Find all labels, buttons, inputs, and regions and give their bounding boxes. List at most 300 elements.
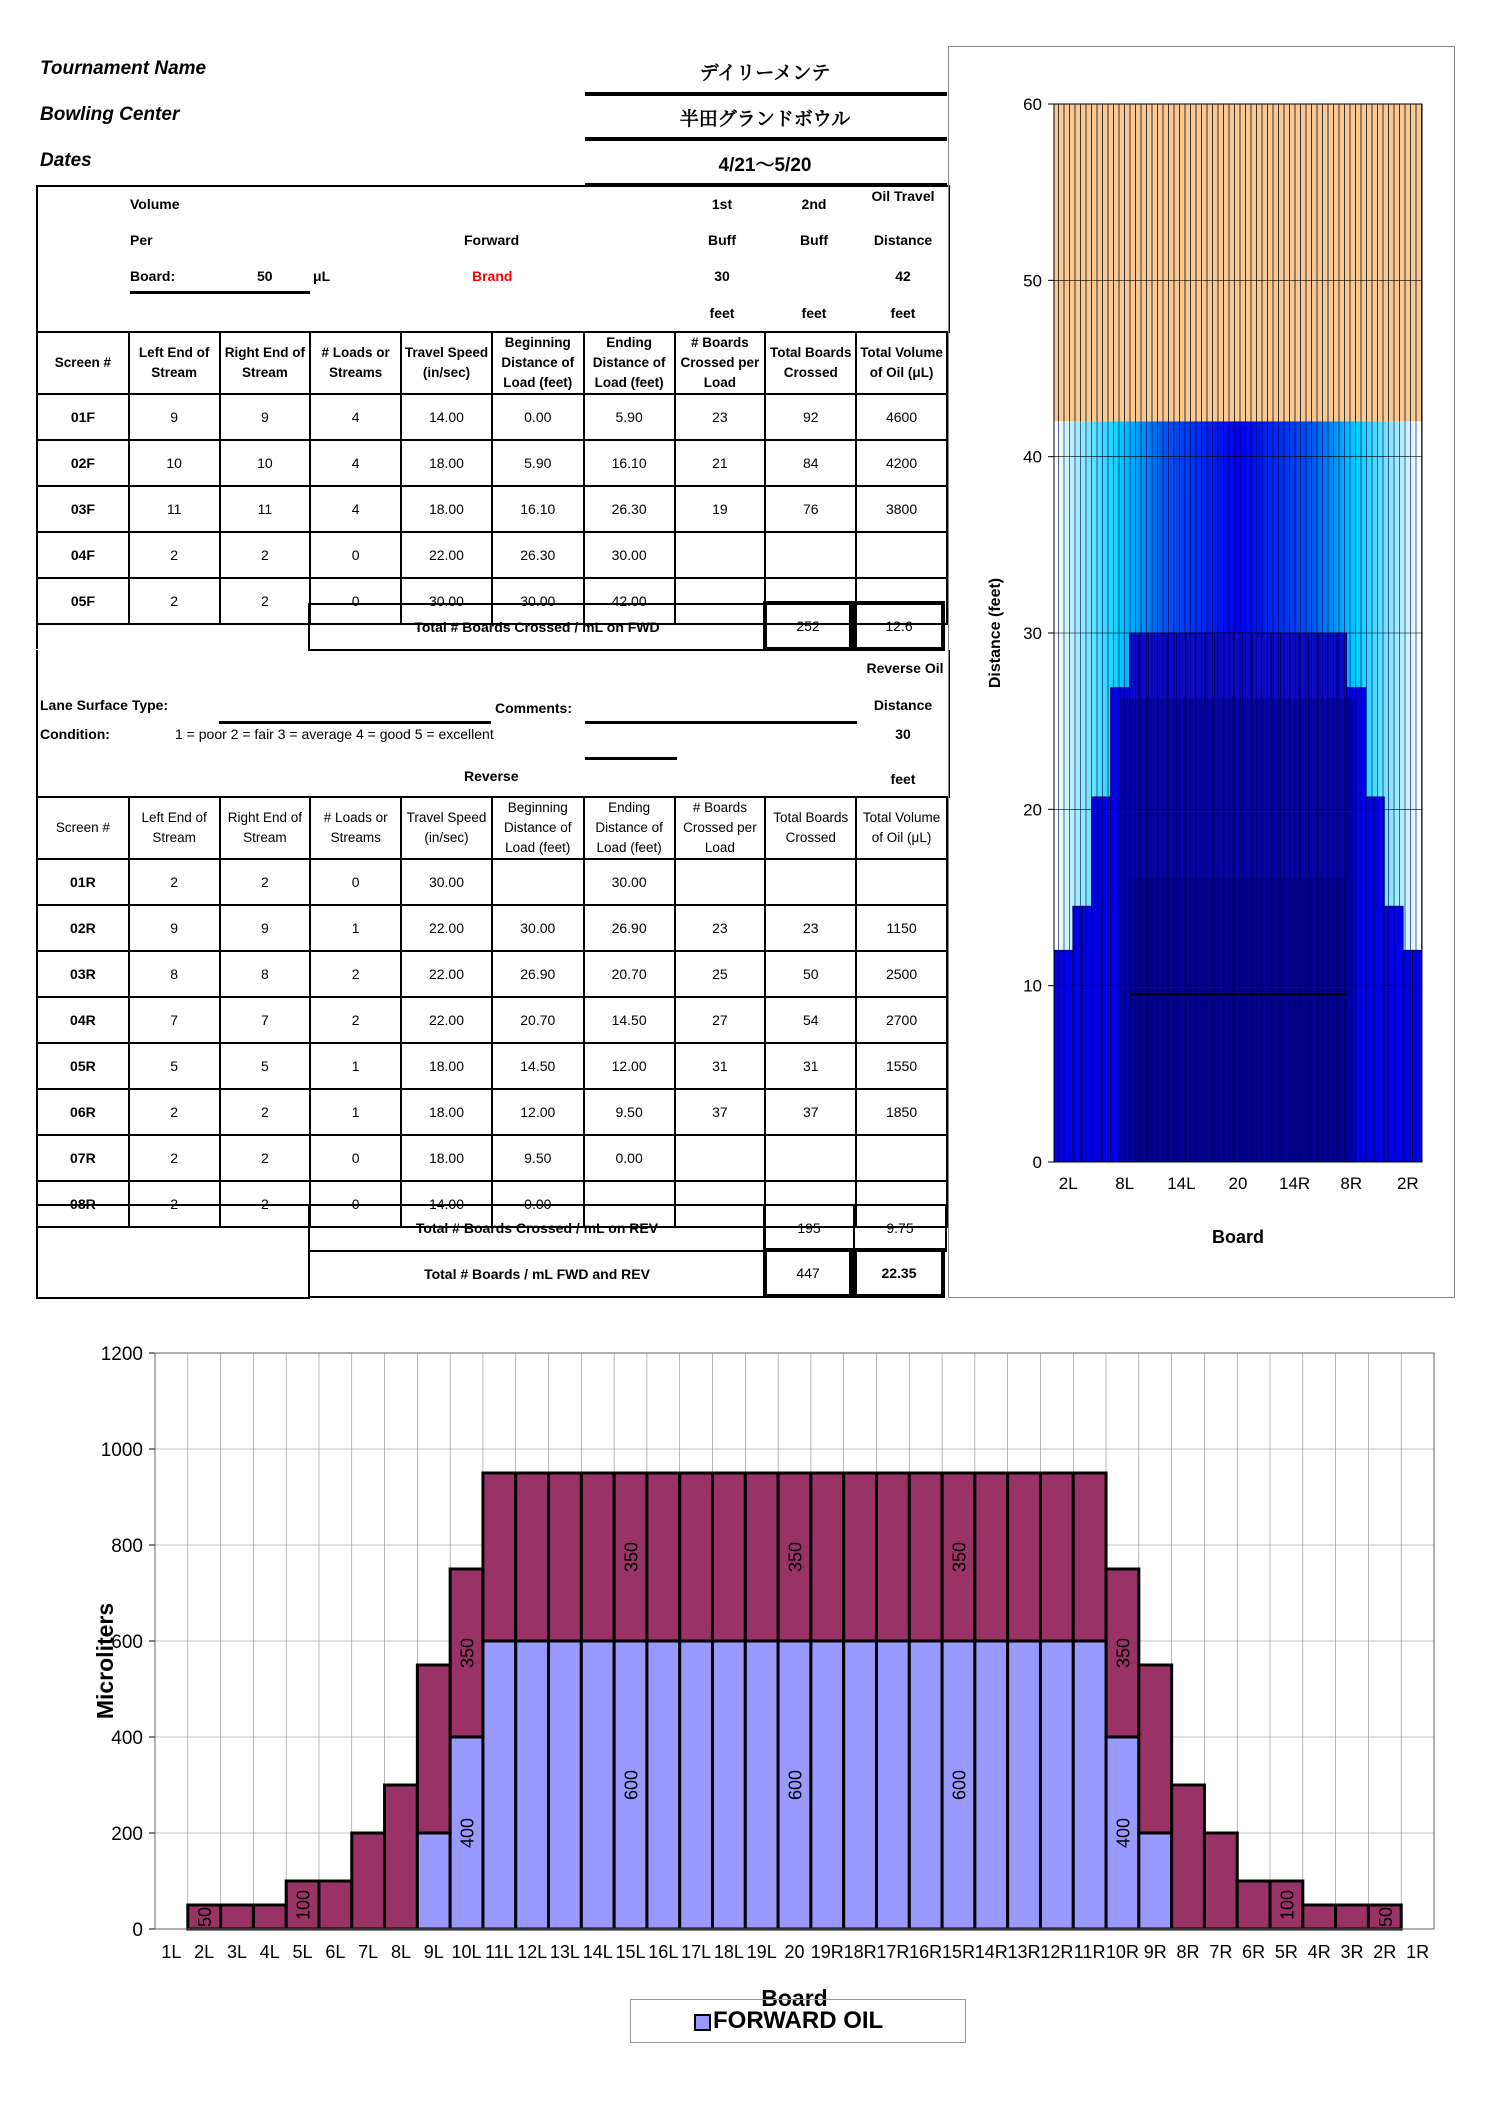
table-cell[interactable]: 30.00 [492, 905, 584, 951]
y-tick-label: 0 [132, 1920, 143, 1941]
table-cell[interactable]: 2 [129, 578, 220, 624]
y-tick-label: 40 [1023, 447, 1042, 467]
grand-total-ml: 22.35 [853, 1248, 945, 1298]
reverse-table [36, 796, 948, 1228]
table-cell[interactable]: 21 [675, 440, 766, 486]
second-series-bar [876, 1473, 909, 1641]
x-tick-label: 4L [259, 1942, 280, 1962]
table-cell[interactable]: 0.00 [492, 1181, 584, 1227]
x-tick-label: 8L [1115, 1174, 1135, 1193]
table-cell[interactable]: 54 [765, 997, 856, 1043]
screen-id-cell[interactable]: 07R [37, 1135, 129, 1181]
table-cell[interactable]: 2 [220, 1135, 311, 1181]
reverse-distance-label: Distance [873, 697, 933, 713]
table-cell[interactable]: 0 [310, 532, 401, 578]
y-tick-label: 1200 [100, 1344, 143, 1365]
table-cell[interactable]: 26.30 [584, 486, 675, 532]
table-cell[interactable]: 2 [220, 1181, 311, 1227]
screen-id-cell[interactable]: 04F [37, 532, 129, 578]
second-series-bar [516, 1473, 549, 1641]
col-begin-distance: Beginning Distance of Load (feet) [492, 797, 584, 859]
table-cell[interactable]: 2 [220, 1089, 311, 1135]
feet-label: feet [801, 305, 827, 321]
table-cell[interactable]: 9 [129, 905, 220, 951]
tournament-label: Tournament Name [40, 58, 207, 79]
table-cell[interactable]: 10 [129, 440, 220, 486]
table-cell[interactable]: 22.00 [401, 997, 492, 1043]
forward-oil-bar [909, 1641, 942, 1929]
table-cell[interactable]: 22.00 [401, 951, 492, 997]
col-total-volume: Total Volume of Oil (μL) [856, 332, 947, 394]
forward-oil-bar [549, 1641, 582, 1929]
legend-swatch-icon [694, 2014, 711, 2031]
table-cell[interactable]: 0 [310, 1181, 401, 1227]
table-row [37, 1043, 947, 1089]
x-tick-label: 6L [325, 1942, 346, 1962]
data-label: 350 [621, 1541, 642, 1573]
table-cell[interactable]: 1 [310, 1043, 401, 1089]
table-cell[interactable]: 11 [129, 486, 220, 532]
table-cell[interactable]: 1 [310, 1089, 401, 1135]
table-cell[interactable]: 14.00 [401, 1181, 492, 1227]
table-cell[interactable]: 0.00 [492, 394, 584, 440]
forward-table [36, 331, 948, 625]
second-series-bar [1172, 1785, 1205, 1929]
table-cell[interactable]: 2 [220, 532, 311, 578]
table-cell[interactable]: 0 [310, 1135, 401, 1181]
second-series-bar [647, 1473, 680, 1641]
table-cell[interactable]: 42.00 [584, 578, 675, 624]
y-tick-label: 200 [111, 1824, 143, 1845]
table-cell[interactable]: 12.00 [492, 1089, 584, 1135]
x-tick-label: 9L [423, 1942, 444, 1962]
forward-oil-bar [1073, 1641, 1106, 1929]
board-oil-chart [80, 1340, 1460, 2040]
col-begin-distance: Beginning Distance of Load (feet) [492, 332, 584, 394]
table-cell[interactable]: 18.00 [401, 1089, 492, 1135]
screen-id-cell[interactable]: 01R [37, 859, 129, 905]
table-row [37, 532, 947, 578]
divider [585, 137, 947, 141]
table-cell[interactable]: 0.00 [584, 1135, 675, 1181]
forward-total-boards: 252 [763, 601, 853, 651]
forward-oil-bar [1139, 1833, 1172, 1929]
y-tick-label: 60 [1023, 95, 1042, 114]
table-cell[interactable]: 0 [310, 859, 401, 905]
x-tick-label: 17L [681, 1942, 712, 1962]
col-right-end: Right End of Stream [220, 797, 311, 859]
col-left-end: Left End of Stream [129, 332, 220, 394]
table-cell[interactable]: 2 [129, 1089, 220, 1135]
x-tick-label: 6R [1242, 1942, 1266, 1962]
x-tick-label: 16L [648, 1942, 679, 1962]
board-stripes [1054, 421, 1422, 1162]
table-cell[interactable]: 18.00 [401, 1135, 492, 1181]
x-tick-label: 20 [784, 1942, 805, 1962]
table-cell[interactable]: 30.00 [584, 532, 675, 578]
forward-oil-bar [581, 1641, 614, 1929]
second-series-bar [1008, 1473, 1041, 1641]
x-tick-label: 17R [876, 1942, 910, 1962]
y-axis-label: Microliters [92, 1602, 118, 1720]
table-cell[interactable] [765, 1135, 856, 1181]
y-tick-label: 400 [111, 1728, 143, 1749]
table-cell[interactable]: 2 [129, 532, 220, 578]
forward-oil-bar [1040, 1641, 1073, 1929]
x-tick-label: 18R [843, 1942, 877, 1962]
divider [585, 92, 947, 96]
forward-oil-bar [1008, 1641, 1041, 1929]
grand-total-label: Total # Boards / mL FWD and REV [308, 1250, 766, 1298]
table-cell[interactable] [675, 859, 766, 905]
table-cell[interactable]: 18.00 [401, 440, 492, 486]
table-cell[interactable]: 4 [310, 486, 401, 532]
table-cell[interactable]: 4600 [856, 394, 947, 440]
table-cell[interactable]: 11 [220, 486, 311, 532]
reverse-total-label: Total # Boards Crossed / mL on REV [308, 1204, 766, 1252]
table-cell[interactable] [492, 859, 584, 905]
y-axis-label: Distance (feet) [987, 577, 1004, 689]
x-tick-label: 1L [161, 1942, 182, 1962]
condition-field[interactable] [585, 757, 677, 760]
table-cell[interactable]: 9.50 [492, 1135, 584, 1181]
y-tick-label: 800 [111, 1536, 143, 1557]
x-tick-label: 1R [1406, 1942, 1430, 1962]
table-cell[interactable]: 8 [129, 951, 220, 997]
buff-value: 30 [714, 268, 730, 284]
second-series-bar [1204, 1833, 1237, 1929]
table-row [37, 440, 947, 486]
x-tick-label: 8R [1176, 1942, 1200, 1962]
reverse-oil-label: Reverse Oil [866, 660, 944, 676]
screen-id-cell[interactable]: 05R [37, 1043, 129, 1089]
screen-id-cell[interactable]: 04R [37, 997, 129, 1043]
underline [130, 291, 310, 294]
table-cell[interactable]: 26.90 [492, 951, 584, 997]
reverse-distance-value: 30 [895, 726, 911, 742]
x-tick-label: 20 [1228, 1174, 1248, 1193]
table-cell[interactable]: 19 [675, 486, 766, 532]
x-tick-label: 5L [292, 1942, 313, 1962]
second-series-bar [581, 1473, 614, 1641]
x-tick-label: 16R [909, 1942, 943, 1962]
volume-label: Volume [130, 196, 180, 212]
x-tick-label: 4R [1307, 1942, 1331, 1962]
table-cell[interactable]: 10 [220, 440, 311, 486]
col-loads: # Loads or Streams [310, 797, 401, 859]
dates-label: Dates [40, 150, 92, 171]
table-cell[interactable] [675, 1135, 766, 1181]
tournament-value: デイリーメンテ [699, 63, 831, 84]
table-row [37, 859, 947, 905]
data-label: 400 [457, 1817, 478, 1849]
col-boards-per-load: # Boards Crossed per Load [675, 332, 766, 394]
table-cell[interactable] [856, 859, 947, 905]
comments-label: Comments: [495, 700, 573, 716]
lane-surface-field[interactable] [219, 721, 491, 724]
y-tick-label: 10 [1023, 976, 1042, 996]
screen-id-cell[interactable]: 06R [37, 1089, 129, 1135]
forward-oil-bar [680, 1641, 713, 1929]
board-volume-value: 50 [257, 268, 273, 284]
table-cell[interactable]: 27 [675, 997, 766, 1043]
data-label: 100 [1277, 1889, 1298, 1921]
second-series-bar [417, 1665, 450, 1833]
table-cell[interactable]: 2700 [856, 997, 947, 1043]
feet-label: feet [709, 305, 735, 321]
center-label: Bowling Center [40, 104, 180, 125]
table-cell[interactable] [765, 532, 856, 578]
table-cell[interactable]: 26.90 [584, 905, 675, 951]
table-cell[interactable]: 2 [129, 1135, 220, 1181]
table-cell[interactable]: 18.00 [401, 486, 492, 532]
col-end-distance: Ending Distance of Load (feet) [584, 797, 675, 859]
table-cell[interactable]: 5 [220, 1043, 311, 1089]
x-tick-label: 3R [1340, 1942, 1364, 1962]
y-tick-label: 0 [1032, 1153, 1042, 1172]
table-cell[interactable]: 31 [765, 1043, 856, 1089]
first-buff-label-2: Buff [708, 232, 736, 248]
table-cell[interactable]: 23 [675, 905, 766, 951]
table-cell[interactable]: 2 [310, 997, 401, 1043]
table-cell[interactable]: 5.90 [492, 440, 584, 486]
second-series-bar [745, 1473, 778, 1641]
lane-pattern-chart [948, 46, 1454, 1298]
table-row [37, 905, 947, 951]
data-label: 350 [785, 1541, 806, 1573]
table-cell[interactable] [675, 532, 766, 578]
x-tick-label: 3L [226, 1942, 248, 1962]
x-tick-label: 10R [1105, 1942, 1139, 1962]
x-tick-label: 11R [1073, 1942, 1106, 1962]
forward-total-spacer [36, 603, 310, 649]
table-cell[interactable]: 1 [310, 905, 401, 951]
table-cell[interactable]: 30.00 [584, 859, 675, 905]
table-cell[interactable]: 4 [310, 394, 401, 440]
y-tick-label: 30 [1023, 624, 1042, 643]
table-cell[interactable]: 9 [220, 905, 311, 951]
y-tick-label: 600 [111, 1632, 143, 1653]
forward-oil-bar [745, 1641, 778, 1929]
table-cell[interactable]: 4 [310, 440, 401, 486]
table-cell[interactable] [856, 1135, 947, 1181]
table-cell[interactable]: 0 [310, 578, 401, 624]
screen-id-cell[interactable]: 02F [37, 440, 129, 486]
table-cell[interactable]: 25 [675, 951, 766, 997]
comments-field[interactable] [585, 721, 857, 724]
x-axis-label: Board [1211, 1227, 1265, 1247]
y-tick-label: 50 [1023, 271, 1042, 291]
data-label: 350 [949, 1541, 970, 1573]
table-cell[interactable]: 7 [129, 997, 220, 1043]
x-tick-label: 2R [1396, 1174, 1419, 1193]
second-series-bar [1040, 1473, 1073, 1641]
data-label: 350 [1113, 1637, 1134, 1669]
forward-oil-bar [975, 1641, 1008, 1929]
forward-total-ml: 12.6 [853, 601, 945, 651]
table-cell[interactable]: 16.10 [492, 486, 584, 532]
table-cell[interactable]: 2 [129, 1181, 220, 1227]
table-row [37, 394, 947, 440]
table-cell[interactable]: 22.00 [401, 532, 492, 578]
forward-oil-bar [844, 1641, 877, 1929]
unit-label: μL [313, 268, 331, 284]
second-series-bar [352, 1833, 385, 1929]
table-cell[interactable]: 14.00 [401, 394, 492, 440]
second-series-bar [713, 1473, 746, 1641]
data-label: 350 [457, 1637, 478, 1669]
second-series-bar [975, 1473, 1008, 1641]
forward-label: Forward [464, 232, 520, 248]
x-tick-label: 13R [1007, 1942, 1041, 1962]
table-cell[interactable]: 20.70 [492, 997, 584, 1043]
reverse-total-boards: 195 [763, 1204, 855, 1252]
reverse-label: Reverse [464, 768, 519, 784]
grand-total-boards: 447 [763, 1248, 853, 1298]
x-tick-label: 14R [1279, 1174, 1311, 1193]
table-cell[interactable]: 84 [765, 440, 856, 486]
screen-id-cell[interactable]: 03R [37, 951, 129, 997]
col-screen: Screen # [37, 332, 129, 394]
table-cell[interactable]: 5.90 [584, 394, 675, 440]
x-tick-label: 5R [1274, 1942, 1298, 1962]
x-tick-label: 15L [615, 1942, 646, 1962]
second-buff-label-2: Buff [800, 232, 828, 248]
table-cell[interactable]: 14.50 [492, 1043, 584, 1089]
second-series-bar [221, 1905, 254, 1929]
reverse-feet-label: feet [890, 771, 916, 787]
x-tick-label: 8R [1340, 1174, 1363, 1193]
x-tick-label: 2R [1373, 1942, 1397, 1962]
second-series-bar [680, 1473, 713, 1641]
second-series-bar [811, 1473, 844, 1641]
data-label: 400 [1113, 1817, 1134, 1849]
second-series-bar [319, 1881, 352, 1929]
second-series-bar [1073, 1473, 1106, 1641]
data-label: 600 [621, 1769, 642, 1801]
x-tick-label: 7L [358, 1942, 379, 1962]
x-tick-label: 9R [1143, 1942, 1167, 1962]
table-cell[interactable]: 8 [220, 951, 311, 997]
x-tick-label: 10L [451, 1942, 482, 1962]
data-label: 600 [949, 1769, 970, 1801]
col-travel-speed: Travel Speed (in/sec) [401, 797, 492, 859]
screen-id-cell[interactable]: 02R [37, 905, 129, 951]
feet-label: feet [890, 305, 916, 321]
x-tick-label: 14L [582, 1942, 613, 1962]
x-tick-label: 12L [517, 1942, 548, 1962]
table-cell[interactable]: 23 [765, 905, 856, 951]
table-cell[interactable]: 1850 [856, 1089, 947, 1135]
col-total-volume: Total Volume of Oil (μL) [856, 797, 947, 859]
table-cell[interactable]: 37 [765, 1089, 856, 1135]
table-cell[interactable]: 50 [765, 951, 856, 997]
table-cell[interactable] [856, 532, 947, 578]
table-cell[interactable]: 30.00 [401, 578, 492, 624]
table-cell[interactable]: 4200 [856, 440, 947, 486]
table-cell[interactable]: 14.50 [584, 997, 675, 1043]
table-cell[interactable]: 1550 [856, 1043, 947, 1089]
table-cell[interactable]: 20.70 [584, 951, 675, 997]
second-series-bar [385, 1785, 418, 1929]
forward-oil-bar [713, 1641, 746, 1929]
table-cell[interactable]: 1150 [856, 905, 947, 951]
distance-label: Distance [873, 232, 933, 248]
table-cell[interactable]: 12.00 [584, 1043, 675, 1089]
table-cell[interactable]: 2 [220, 578, 311, 624]
table-cell[interactable]: 18.00 [401, 1043, 492, 1089]
col-right-end: Right End of Stream [220, 332, 311, 394]
table-cell[interactable]: 3800 [856, 486, 947, 532]
y-tick-label: 1000 [100, 1440, 143, 1461]
forward-total-label: Total # Boards Crossed / mL on FWD [308, 603, 766, 651]
dry-zone [1054, 104, 1422, 421]
x-tick-label: 11L [484, 1942, 514, 1962]
forward-oil-bar [516, 1641, 549, 1929]
table-cell[interactable]: 22.00 [401, 905, 492, 951]
table-cell[interactable] [765, 859, 856, 905]
table-cell[interactable]: 9 [129, 394, 220, 440]
second-series-bar [1139, 1665, 1172, 1833]
x-tick-label: 2L [1058, 1174, 1078, 1193]
table-cell[interactable]: 23 [675, 394, 766, 440]
table-cell[interactable]: 16.10 [584, 440, 675, 486]
col-end-distance: Ending Distance of Load (feet) [584, 332, 675, 394]
table-row [37, 486, 947, 532]
table-cell[interactable]: 31 [675, 1043, 766, 1089]
x-tick-label: 2L [194, 1942, 215, 1962]
table-cell[interactable]: 2 [310, 951, 401, 997]
data-label: 600 [785, 1769, 806, 1801]
per-label: Per [130, 232, 153, 248]
brand-label: Brand [472, 268, 513, 284]
oil-travel-label: Oil Travel [871, 188, 935, 204]
table-cell[interactable]: 26.30 [492, 532, 584, 578]
chart-legend [630, 1999, 966, 2043]
first-buff-label: 1st [711, 196, 733, 212]
screen-id-cell[interactable]: 08R [37, 1181, 129, 1227]
table-cell[interactable]: 2500 [856, 951, 947, 997]
forward-oil-bar [811, 1641, 844, 1929]
x-tick-label: 19R [810, 1942, 844, 1962]
table-cell[interactable]: 9 [220, 394, 311, 440]
screen-id-cell[interactable]: 03F [37, 486, 129, 532]
table-cell[interactable]: 9.50 [584, 1089, 675, 1135]
col-screen: Screen # [37, 797, 129, 859]
table-cell[interactable]: 30.00 [492, 578, 584, 624]
second-series-bar [844, 1473, 877, 1641]
table-cell[interactable]: 37 [675, 1089, 766, 1135]
y-tick-label: 20 [1023, 800, 1042, 820]
forward-oil-bar [876, 1641, 909, 1929]
forward-oil-bar [417, 1833, 450, 1929]
col-total-boards: Total Boards Crossed [765, 332, 856, 394]
table-row [37, 951, 947, 997]
screen-id-cell[interactable]: 01F [37, 394, 129, 440]
legend-label: FORWARD OIL [713, 2007, 884, 2034]
x-tick-label: 14R [974, 1942, 1008, 1962]
table-cell[interactable]: 2 [129, 859, 220, 905]
table-cell[interactable]: 7 [220, 997, 311, 1043]
table-cell[interactable]: 5 [129, 1043, 220, 1089]
table-cell[interactable]: 76 [765, 486, 856, 532]
table-cell[interactable]: 92 [765, 394, 856, 440]
screen-id-cell[interactable]: 05F [37, 578, 129, 624]
table-cell[interactable]: 2 [220, 859, 311, 905]
table-cell[interactable]: 30.00 [401, 859, 492, 905]
second-series-bar [253, 1905, 286, 1929]
second-series-bar [909, 1473, 942, 1641]
